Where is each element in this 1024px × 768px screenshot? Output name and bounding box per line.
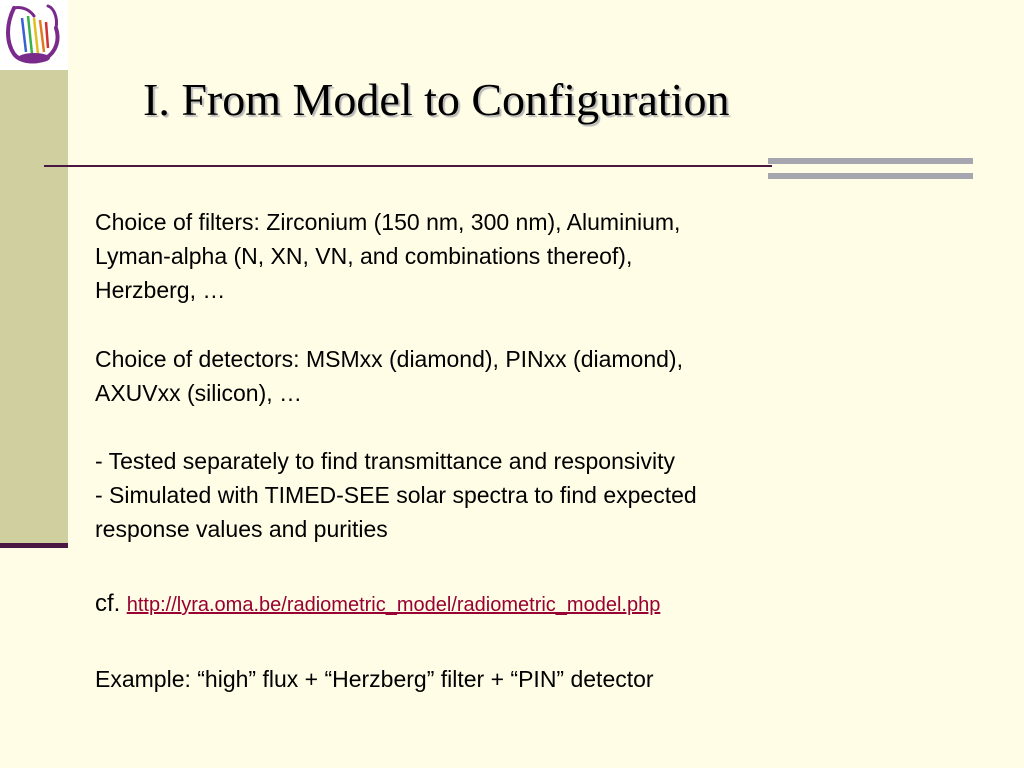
lyre-icon xyxy=(0,0,68,70)
slide-title: I. From Model to Configuration xyxy=(143,74,730,125)
radiometric-model-link[interactable]: http://lyra.oma.be/radiometric_model/radiometric_model.php xyxy=(126,594,661,616)
filters-line: Herzberg, … xyxy=(95,277,226,303)
example-line xyxy=(95,662,654,696)
sidebar-bottom-bar xyxy=(0,543,68,548)
notes-line: - Simulated with TIMED-SEE solar spectra to find expected xyxy=(95,482,697,508)
filters-paragraph xyxy=(95,205,680,307)
detectors-paragraph xyxy=(95,342,683,410)
detectors-line: AXUVxx (silicon), … xyxy=(95,380,303,406)
notes-line: response values and purities xyxy=(95,516,388,542)
logo xyxy=(0,0,68,70)
filters-line: Lyman-alpha (N, XN, VN, and combinations thereof), xyxy=(95,243,633,269)
sidebar-strip xyxy=(0,70,68,545)
title-rule-accent xyxy=(768,158,973,179)
detectors-line: Choice of detectors: MSMxx (diamond), PINxx (diamond), xyxy=(95,346,683,372)
notes-paragraph xyxy=(95,444,697,546)
filters-line: Choice of filters: Zirconium (150 nm, 300 nm), Aluminium, xyxy=(95,209,681,235)
example-text: Example: “high” flux + “Herzberg” filter + “PIN” detector xyxy=(95,666,654,692)
reference-prefix: cf. xyxy=(95,590,121,617)
notes-line: - Tested separately to find transmittance and responsivity xyxy=(95,448,675,474)
reference-line xyxy=(95,586,660,622)
title-rule xyxy=(44,165,772,167)
